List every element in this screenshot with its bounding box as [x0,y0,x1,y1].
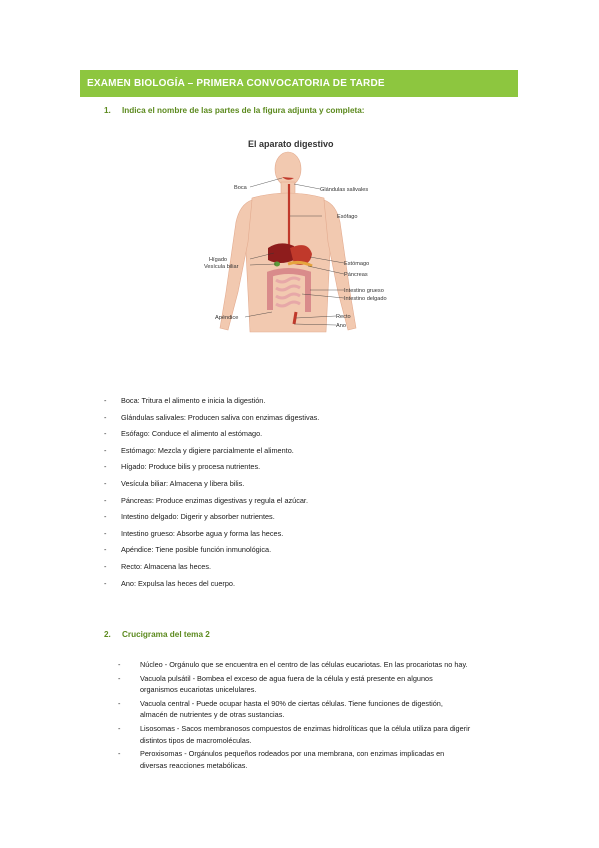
label-intestino-grueso: Intestino grueso [344,288,384,294]
label-ano: Ano [336,323,346,329]
label-estomago: Estómago [344,261,370,267]
exam-title: EXAMEN BIOLOGÍA – PRIMERA CONVOCATORIA DE TARDE [87,78,385,89]
list-item-text: Hígado: Produce bilis y procesa nutrientes. [121,462,261,472]
bullet-dash: - [104,396,107,405]
list-item-text: Intestino grueso: Absorbe agua y forma las heces. [121,528,284,538]
list-item-text: Páncreas: Produce enzimas digestivas y regula el azúcar. [121,495,308,505]
label-intestino-delgado: Intestino delgado [344,296,387,302]
label-esofago: Esófago [337,214,358,220]
question-1-heading [104,106,365,115]
list-item [118,748,528,771]
list-item [118,698,528,721]
label-higado: Hígado [209,257,228,263]
liver-shape [268,243,294,263]
digestive-system-figure [190,132,410,352]
list-item [104,493,524,510]
list-item [104,443,524,460]
list-item [104,509,524,526]
label-apendice: Apéndice [215,315,239,321]
bullet-dash: - [118,724,121,734]
bullet-dash: - [104,545,107,555]
list-item-line-2: distintos tipos de macromoléculas. [140,735,252,745]
label-recto: Recto [336,314,351,320]
answers-list-2 [118,659,528,773]
list-item [104,526,524,543]
list-item-text: Vesícula biliar: Almacena y libera bilis. [121,478,245,488]
exam-title-banner [80,70,518,97]
list-item-line-2: organismos eucariotas unicelulares. [140,685,257,695]
list-item [104,459,524,476]
list-item-line-1: Peroxisomas - Orgánulos pequeños rodeados por una membrana, con enzimas implicadas en [140,749,445,759]
list-item-text: Estómago: Mezcla y digiere parcialmente el alimento. [121,445,294,455]
list-item-text: Glándulas salivales: Producen saliva con enzimas digestivas. [121,412,320,422]
bullet-dash: - [104,445,107,455]
list-item-text: Recto: Almacena las heces. [121,561,212,571]
list-item-text: Apéndice: Tiene posible función inmunológica. [121,545,272,555]
label-vesicula-biliar: Vesícula biliar [204,264,239,270]
bullet-dash: - [104,512,107,522]
list-item [104,476,524,493]
label-pancreas: Páncreas [344,272,368,278]
list-item [118,673,528,696]
bullet-dash: - [104,528,107,538]
label-glandulas-salivales: Glándulas salivales [320,187,369,193]
answers-list-1 [104,393,524,592]
list-item-line-2: diversas reacciones metabólicas. [140,760,248,770]
list-item [104,410,524,427]
question-1-text: Indica el nombre de las partes de la figura adjunta y completa: [122,106,365,115]
label-boca: Boca [234,185,247,191]
figure-title: El aparato digestivo [248,139,334,149]
question-2-heading [104,630,210,639]
bullet-dash: - [104,412,107,422]
list-item [104,426,524,443]
list-item-text: Ano: Expulsa las heces del cuerpo. [121,578,235,588]
digestive-system-diagram [190,132,410,352]
list-item-text: Boca: Tritura el alimento e inicia la digestión. [121,396,266,405]
bullet-dash: - [118,749,121,759]
rectum-shape [294,312,296,324]
list-item-line-1: Vacuola central - Puede ocupar hasta el 90% de ciertas células. Tiene funciones de digestión, [140,698,443,708]
list-item-line-2: almacén de nutrientes y de otras sustancias. [140,710,285,720]
list-item [104,393,524,410]
bullet-dash: - [118,673,121,683]
bullet-dash: - [104,561,107,571]
list-item-line-1: Núcleo - Orgánulo que se encuentra en el centro de las células eucariotas. En las procariotas no hay. [140,660,468,669]
list-item-line-1: Lisosomas - Sacos membranosos compuestos de enzimas hidrolíticas que la célula utiliza para digerir [140,724,471,734]
list-item [104,576,524,593]
list-item-text: Intestino delgado: Digerir y absorber nutrientes. [121,512,275,522]
bullet-dash: - [118,698,121,708]
list-item [104,559,524,576]
question-1-number: 1. [104,106,111,115]
list-item-line-1: Vacuola pulsátil - Bombea el exceso de agua fuera de la célula y está presente en algunos [140,673,433,683]
bullet-dash: - [104,495,107,505]
question-2-text: Crucigrama del tema 2 [122,630,210,639]
bullet-dash: - [104,462,107,472]
bullet-dash: - [104,478,107,488]
list-item-text: Esófago: Conduce el alimento al estómago. [121,429,263,439]
bullet-dash: - [104,429,107,439]
list-item [104,542,524,559]
bullet-dash: - [104,578,107,588]
list-item [118,659,528,671]
list-item [118,723,528,746]
bullet-dash: - [118,660,121,669]
question-2-number: 2. [104,630,111,639]
